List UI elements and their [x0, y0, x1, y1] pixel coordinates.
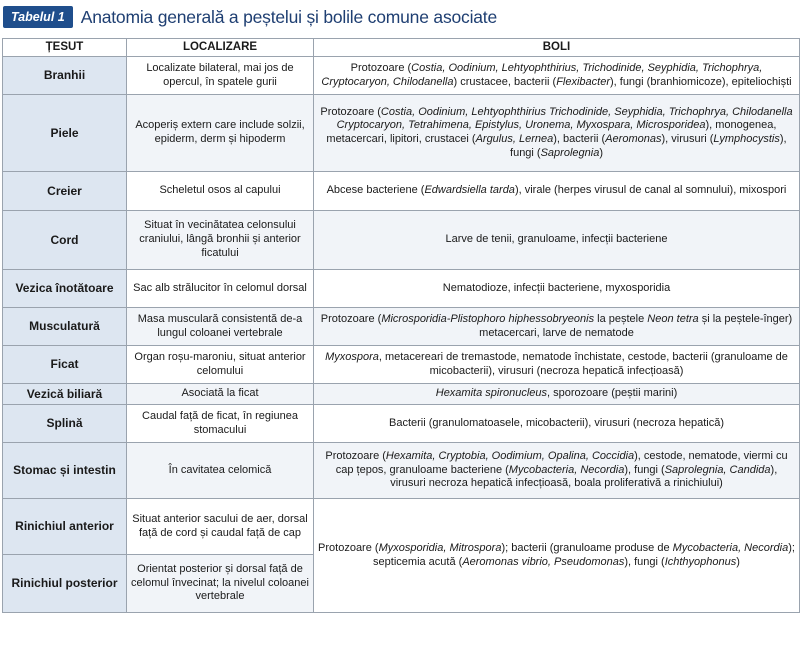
table-row: [3, 499, 800, 555]
location-cell: Situat în vecinătatea celonsului craniului, lângă bronhii și anterior ficatului: [127, 211, 314, 270]
table-row: [3, 346, 800, 384]
table-row: [3, 443, 800, 499]
species-name: Saprolegnia, Candida: [664, 463, 771, 476]
table-caption: [0, 0, 800, 34]
species-name: Costia, Oodinium, Lehtyophthirius, Trichodinide, Seyphidia, Trichophrya, Cryptocaryon, Chilodanella: [321, 61, 763, 88]
tissue-cell: Stomac și intestin: [3, 443, 127, 499]
species-name: Myxospora: [325, 350, 379, 363]
tissue-cell: Musculatură: [3, 308, 127, 346]
location-cell: În cavitatea celomică: [127, 443, 314, 499]
table-row: [3, 57, 800, 95]
species-name: Flexibacter: [556, 75, 610, 88]
diseases-cell: Protozoare (Costia, Oodinium, Lehtyophthirius Trichodinide, Seyphidia, Trichophrya, Chilodanella Cryptocaryon, Tetrahimena, Epistylus, Uronema, Myxospara, Microsporidea), monogenea, metacercari, lipitori, crustacei (Argulus, Lernea), bacterii (Aeromonas), virusuri (Lymphocystis), fungi (Saprolegnia): [314, 95, 800, 172]
table-row: [3, 95, 800, 172]
tissue-cell: Vezica înotătoare: [3, 270, 127, 308]
location-cell: Scheletul osos al capului: [127, 172, 314, 211]
species-name: Edwardsiella tarda: [424, 184, 515, 197]
diseases-cell: Myxospora, metacereari de tremastode, nematode închistate, cestode, bacterii (granuloame de micobacterii), virusuri (necroza hepatică infecțioasă): [314, 346, 800, 384]
species-name: Mycobacteria, Necordia: [508, 463, 625, 476]
fish-anatomy-table: [2, 38, 800, 613]
species-name: Costia, Oodinium, Lehtyophthirius Trichodinide, Seyphidia, Trichophrya, Chilodanella Cryptocaryon, Tetrahimena, Epistylus, Uronema, Myxospara, Microsporidea: [336, 105, 793, 132]
diseases-cell: Nematodioze, infecții bacteriene, myxosporidia: [314, 270, 800, 308]
location-cell: Organ roșu-maroniu, situat anterior celomului: [127, 346, 314, 384]
diseases-cell: Bacterii (granulomatoasele, micobacterii), virusuri (necroza hepatică): [314, 405, 800, 443]
tissue-cell: Cord: [3, 211, 127, 270]
species-name: Saprolegnia: [540, 146, 600, 159]
species-name: Hexamita spironucleus: [435, 387, 548, 400]
tissue-cell: Branhii: [3, 57, 127, 95]
tissue-cell: Splină: [3, 405, 127, 443]
location-cell: Sac alb strălucitor în celomul dorsal: [127, 270, 314, 308]
diseases-cell: Protozoare (Hexamita, Cryptobia, Oodimium, Opalina, Coccidia), cestode, nematode, viermi cu cap țepos, granuloame bacteriene (Mycobacteria, Necordia), fungi (Saprolegnia, Candida), virusuri necroza hepatică infecțioasă, boala proliferativă a rinichiului): [314, 443, 800, 499]
table-row: [3, 405, 800, 443]
diseases-cell: Protozoare (Myxosporidia, Mitrospora); bacterii (granuloame produse de Mycobacteria, Necordia); septicemia acută (Aeromonas vibrio, Pseudomonas), fungi (Ichthyophonus): [314, 499, 800, 613]
species-name: Myxosporidia, Mitrospora: [378, 541, 502, 554]
species-name: Ichthyophonus: [664, 555, 737, 568]
species-name: Hexamita, Cryptobia, Oodimium, Opalina, Coccidia: [385, 449, 635, 462]
location-cell: Situat anterior sacului de aer, dorsal față de cord și caudal față de cap: [127, 499, 314, 555]
tissue-cell: Piele: [3, 95, 127, 172]
tissue-cell: Rinichiul posterior: [3, 555, 127, 613]
table-row: [3, 211, 800, 270]
tissue-cell: Ficat: [3, 346, 127, 384]
table-title: Anatomia generală a peștelui și bolile comune asociate: [80, 6, 497, 27]
diseases-cell: Abcese bacteriene (Edwardsiella tarda), virale (herpes virusul de canal al somnului), mixospori: [314, 172, 800, 211]
species-name: Neon tetra: [647, 312, 699, 325]
column-header-location: LOCALIZARE: [127, 39, 314, 57]
species-name: Lymphocystis: [713, 133, 780, 145]
table-row: [3, 308, 800, 346]
species-name: Microsporidia-Plistophoro hiphessobryeonis: [381, 312, 595, 325]
location-cell: Caudal față de ficat, în regiunea stomacului: [127, 405, 314, 443]
diseases-cell: Protozoare (Costia, Oodinium, Lehtyophthirius, Trichodinide, Seyphidia, Trichophrya, Cryptocaryon, Chilodanella) crustacee, bacterii (Flexibacter), fungi (branhiomicoze), epiteliochiști: [314, 57, 800, 95]
diseases-cell: Protozoare (Microsporidia-Plistophoro hiphessobryeonis la peștele Neon tetra și la peștele-înger) metacercari, larve de nematode: [314, 308, 800, 346]
column-header-diseases: BOLI: [314, 39, 800, 57]
tissue-cell: Creier: [3, 172, 127, 211]
diseases-cell: Larve de tenii, granuloame, infecții bacteriene: [314, 211, 800, 270]
location-cell: Asociată la ficat: [127, 384, 314, 405]
tissue-cell: Vezică biliară: [3, 384, 127, 405]
table-row: [3, 270, 800, 308]
location-cell: Localizate bilateral, mai jos de opercul, în spatele gurii: [127, 57, 314, 95]
species-name: Argulus, Lernea: [475, 133, 554, 145]
table-number-tag: Tabelul 1: [3, 6, 73, 28]
location-cell: Masa musculară consistentă de-a lungul coloanei vertebrale: [127, 308, 314, 346]
table-row: [3, 172, 800, 211]
species-name: Aeromonas: [605, 133, 662, 145]
location-cell: Acoperiș extern care include solzii, epiderm, derm și hipoderm: [127, 95, 314, 172]
diseases-cell: Hexamita spironucleus, sporozoare (peștii marini): [314, 384, 800, 405]
table-row: [3, 384, 800, 405]
species-name: Mycobacteria, Necordia: [672, 541, 789, 554]
header-row: [3, 39, 800, 57]
column-header-tissue: ȚESUT: [3, 39, 127, 57]
species-name: Aeromonas vibrio, Pseudomonas: [462, 555, 625, 568]
tissue-cell: Rinichiul anterior: [3, 499, 127, 555]
location-cell: Orientat posterior și dorsal față de celomul învecinat; la nivelul coloanei vertebrale: [127, 555, 314, 613]
